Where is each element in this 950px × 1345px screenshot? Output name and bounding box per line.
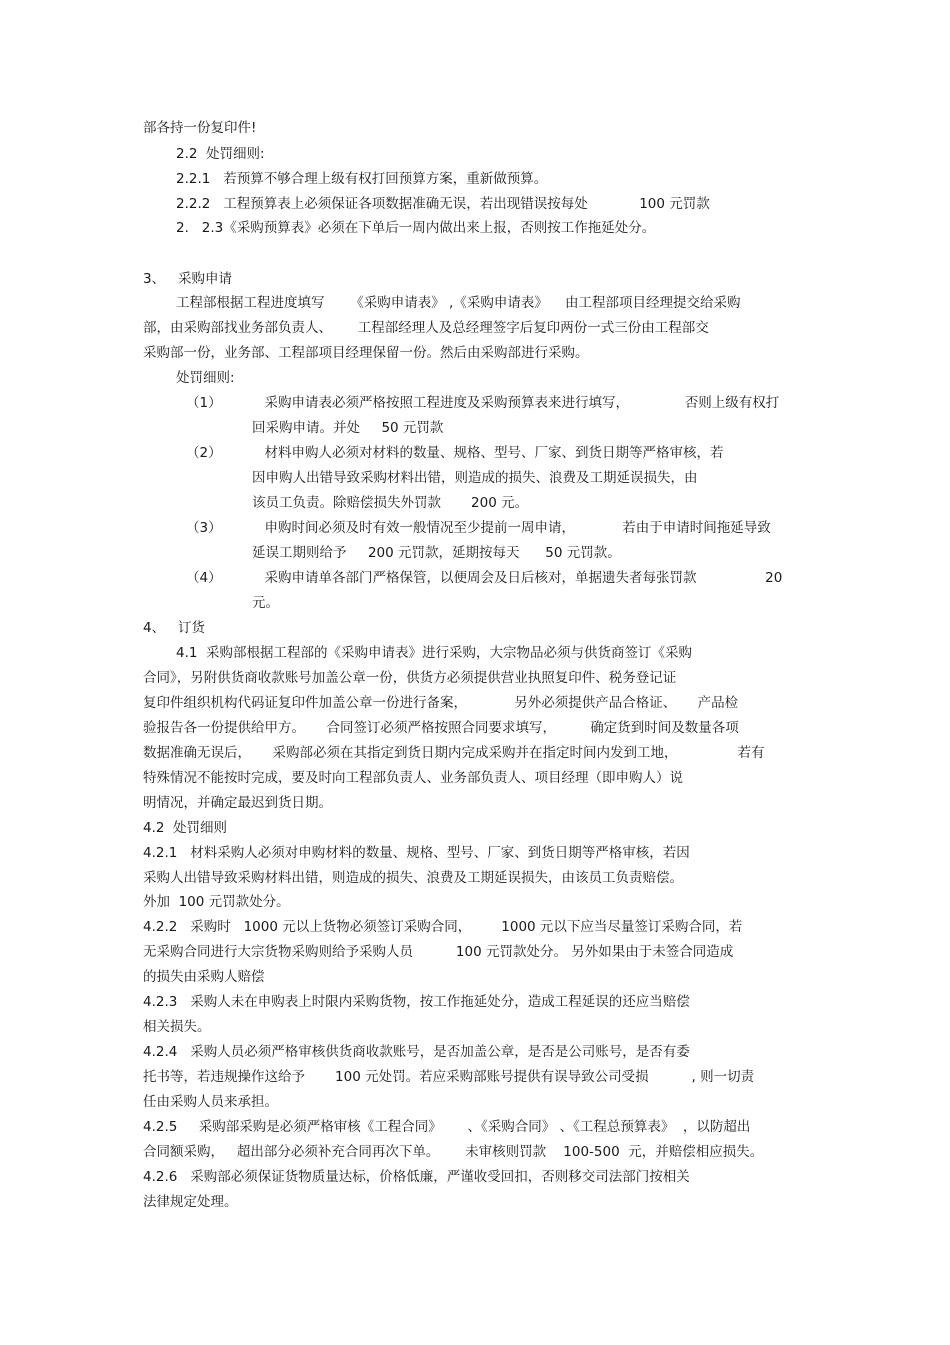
text-line: 4.2.4 采购人员必须严格审核供货商收款账号，是否加盖公章，是否是公司账号，是否有委 (143, 1044, 690, 1060)
text-line: 特殊情况不能按时完成，要及时向工程部负责人、业务部负责人、项目经理（即申购人）说 (143, 770, 683, 786)
text-line: 元。 (252, 595, 279, 611)
text-line: 复印件组织机构代码证复印件加盖公章一份进行备案， 另外必须提供产品合格证、 产品检 (143, 695, 739, 711)
text-line: （1） 采购申请表必须严格按照工程进度及采购预算表来进行填写， 否则上级有权打 (186, 395, 780, 411)
text-line: （2） 材料申购人必须对材料的数量、规格、型号、厂家、到货日期等严格审核，若 (186, 445, 724, 461)
text-line: 部各持一份复印件! (143, 120, 257, 136)
text-line: 4.2.2 采购时 1000 元以上货物必须签订采购合同， 1000 元以下应当尽量签订采购合同，若 (143, 919, 743, 935)
text-line: 法律规定处理。 (143, 1194, 238, 1210)
text-line: 2.2.2 工程预算表上必须保证各项数据准确无误，若出现错误按每处 100 元罚款 (176, 196, 710, 212)
text-line: 采购部一份，业务部、工程部项目经理保留一份。然后由采购部进行采购。 (143, 345, 589, 361)
section-heading: 3、 采购申请 (143, 271, 232, 287)
text-line: 2. 2.3《采购预算表》必须在下单后一周内做出来上报，否则按工作拖延处分。 (176, 220, 656, 236)
text-line: 托书等，若违规操作这给予 100 元处罚。若应采购部账号提供有误导致公司受损 , 则一切责 (143, 1069, 755, 1085)
text-line: 因申购人出错导致采购材料出错，则造成的损失、浪费及工期延误损失，由 (252, 470, 698, 486)
text-line: 合同额采购， 超出部分必须补充合同再次下单。 未审核则罚款 100-500 元，并赔偿相应损失。 (143, 1144, 764, 1160)
section-heading: 4、 订货 (143, 620, 205, 636)
text-line: 数据准确无误后， 采购部必须在其指定到货日期内完成采购并在指定时间内发到工地， 若有 (143, 745, 765, 761)
text-line: 回采购申请。并处 50 元罚款 (252, 420, 444, 436)
text-line: 合同》，另附供货商收款账号加盖公章一份，供货方必须提供营业执照复印件、税务登记证 (143, 670, 677, 686)
text-line: 工程部根据工程进度填写 《采购申请表》 ,《采购申请表》 由工程部项目经理提交给采购 (176, 295, 741, 311)
text-line: 该员工负责。除赔偿损失外罚款 200 元。 (252, 495, 529, 511)
text-line: 无采购合同进行大宗货物采购则给予采购人员 100 元罚款处分。 另外如果由于未签合同造成 (143, 944, 734, 960)
text-line: （4） 采购申请单各部门严格保管，以便周会及日后核对，单据遗失者每张罚款 20 (186, 570, 783, 586)
text-line: 的损失由采购人赔偿 (143, 969, 265, 985)
text-line: 明情况，并确定最迟到货日期。 (143, 795, 332, 811)
section-heading: 2.2 处罚细则: (176, 146, 265, 162)
text-line: （3） 申购时间必须及时有效一般情况至少提前一周申请， 若由于申请时间拖延导致 (186, 520, 771, 536)
text-line: 相关损失。 (143, 1019, 211, 1035)
section-heading: 处罚细则: (176, 370, 235, 386)
text-line: 任由采购人员来承担。 (143, 1094, 278, 1110)
text-line: 4.2.1 材料采购人必须对申购材料的数量、规格、型号、厂家、到货日期等严格审核，若因 (143, 845, 690, 861)
text-line: 采购人出错导致采购材料出错，则造成的损失、浪费及工期延误损失，由该员工负责赔偿。 (143, 870, 683, 886)
text-line: 4.2.3 采购人未在申购表上时限内采购货物，按工作拖延处分，造成工程延误的还应当赔偿 (143, 994, 690, 1010)
text-line: 4.2.6 采购部必须保证货物质量达标，价格低廉，严谨收受回扣，否则移交司法部门按相关 (143, 1169, 690, 1185)
text-line: 延误工期则给予 200 元罚款，延期按每天 50 元罚款。 (252, 545, 621, 561)
text-line: 2.2.1 若预算不够合理上级有权打回预算方案，重新做预算。 (176, 171, 548, 187)
text-line: 4.2.5 采购部采购是必须严格审核《工程合同》 、《采购合同》 、《工程总预算表》 ，以防超出 (143, 1119, 751, 1135)
text-line: 4.1 采购部根据工程部的《采购申请表》进行采购，大宗物品必须与供货商签订《采购 (176, 645, 693, 661)
text-line: 外加 100 元罚款处分。 (143, 894, 290, 910)
text-line: 部，由采购部找业务部负责人、 工程部经理人及总经理签字后复印两份一式三份由工程部交 (143, 320, 709, 336)
text-line: 验报告各一份提供给甲方。 合同签订必须严格按照合同要求填写， 确定货到时间及数量各项 (143, 720, 739, 736)
section-heading: 4.2 处罚细则 (143, 820, 228, 836)
